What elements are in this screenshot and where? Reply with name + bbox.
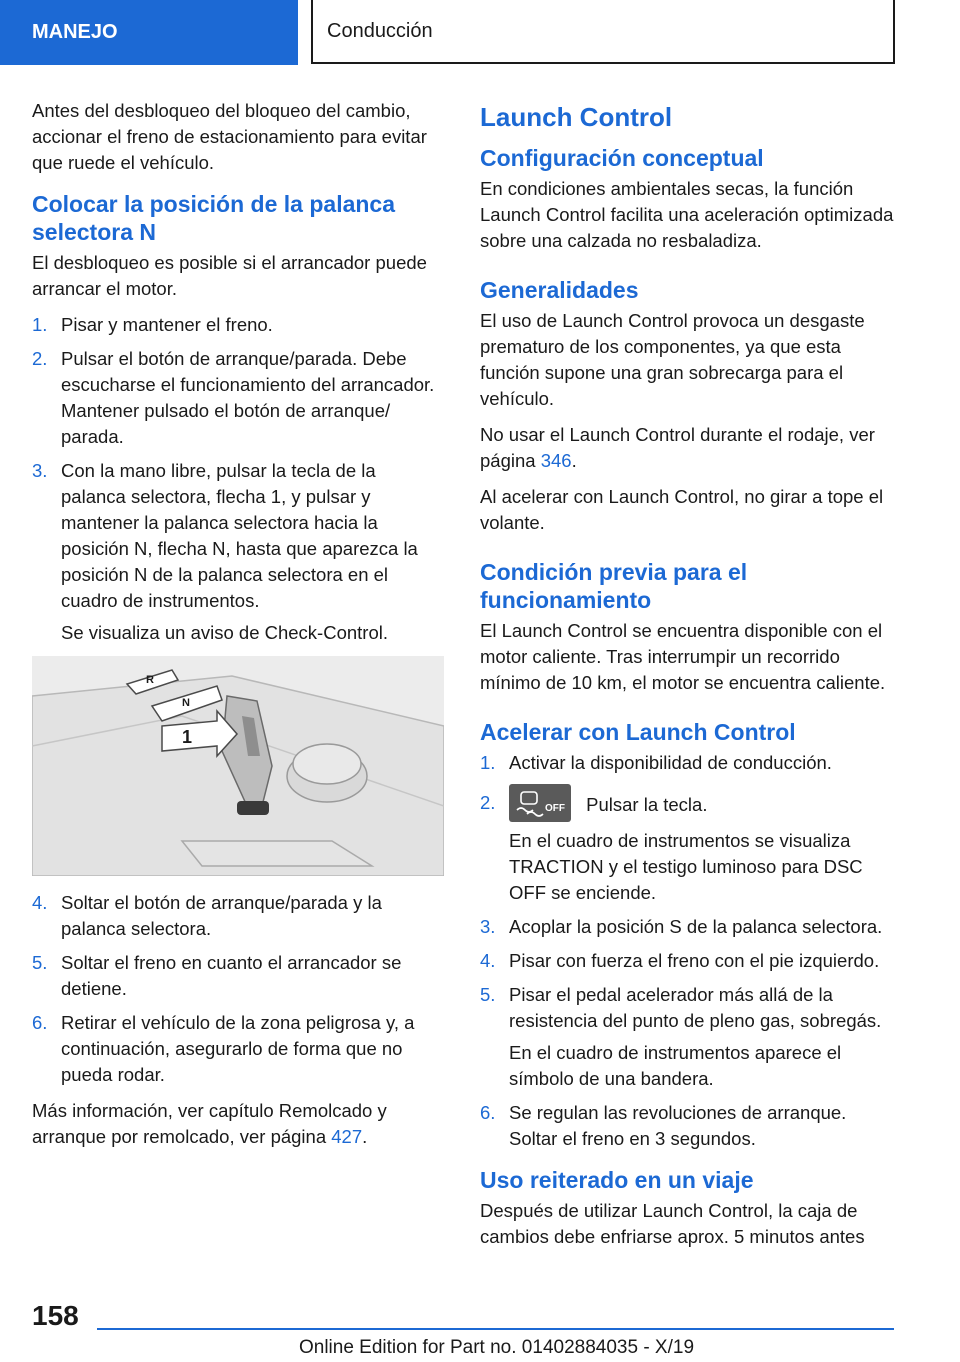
- concept-paragraph: En condiciones ambientales secas, la función Launch Control facilita una aceleración optimizada sobre una calzada no resbaladiza.: [480, 178, 894, 251]
- list-item: [32, 890, 444, 942]
- more-info-text: Más información, ver capítulo Remolcado y arranque por remolcado, ver página: [32, 1100, 387, 1147]
- step-number: 1.: [32, 314, 48, 335]
- footer-edition: Online Edition for Part no. 01402884035 - X/19: [298, 1337, 695, 1358]
- list-item: [480, 750, 896, 776]
- condition-paragraph: El Launch Control se encuentra disponible con el motor caliente. Tras interrumpir un recorrido mínimo de 10 km, el motor se encuentra caliente.: [480, 620, 886, 693]
- heading-condition: Condición previa para el funcionamiento: [480, 559, 748, 613]
- step-number: 3.: [32, 460, 48, 481]
- section-heading-n-position: Colocar la posición de la palanca selectora N: [32, 191, 396, 245]
- list-item: [480, 790, 896, 906]
- step-text: Soltar el freno en cuanto el arrancador se detiene.: [61, 952, 402, 999]
- heading-repeat: Uso reiterado en un viaje: [480, 1167, 754, 1193]
- step-number: 4.: [480, 950, 496, 971]
- step-text: Acoplar la posición S de la palanca selectora.: [509, 916, 883, 937]
- page-number: 158: [32, 1300, 79, 1331]
- general-paragraph-2: [480, 422, 896, 474]
- list-item: [480, 914, 896, 940]
- step-text: Soltar el botón de arranque/parada y la palanca selectora.: [61, 892, 382, 939]
- gear-selector-drawing: [32, 656, 444, 876]
- right-column: [480, 98, 896, 1260]
- step-text: Pulsar el botón de arranque/parada. Debe escucharse el funcionamiento del arrancador. Mantener pulsado el botón de arranque/ parada.: [61, 348, 435, 447]
- step-number: 5.: [480, 984, 496, 1005]
- steps-list-b: [32, 890, 444, 1088]
- step-text: Retirar el vehículo de la zona peligrosa y, a continuación, asegurarlo de forma que no pueda rodar.: [61, 1012, 415, 1085]
- figure-label-n: N: [182, 697, 190, 709]
- heading-concept: Configuración conceptual: [480, 145, 764, 171]
- chapter-header: [311, 0, 895, 64]
- list-item: [32, 458, 444, 646]
- heading-accelerate: Acelerar con Launch Control: [480, 719, 796, 745]
- general-paragraph-3: Al acelerar con Launch Control, no girar a tope el volante.: [480, 486, 884, 533]
- figure-label-1: 1: [182, 727, 193, 747]
- step-number: 4.: [32, 892, 48, 913]
- section-title: MANEJO: [32, 21, 118, 43]
- step-text: Pulsar la tecla.: [586, 793, 708, 815]
- page-link-427[interactable]: 427: [331, 1126, 363, 1147]
- intro-paragraph: Antes del desbloqueo del bloqueo del cambio, accionar el freno de estacionamiento para evitar que ruede el vehículo.: [32, 100, 427, 173]
- chapter-title: Conducción: [327, 19, 433, 42]
- more-info-paragraph: [32, 1098, 444, 1150]
- step-text: Pisar con fuerza el freno con el pie izquierdo.: [509, 950, 880, 971]
- step-number: 6.: [480, 1102, 496, 1123]
- step-text: Pisar el pedal acelerador más allá de la resistencia del punto de pleno gas, sobregás.: [509, 984, 882, 1031]
- list-item: [32, 346, 444, 450]
- list-item: [32, 950, 444, 1002]
- step-note: En el cuadro de instrumentos se visualiza TRACTION y el testigo luminoso para DSC OFF se enciende.: [509, 830, 863, 903]
- footer-divider: [97, 1328, 894, 1330]
- figure-label-r: R: [146, 674, 154, 686]
- gear-selector-illustration: [32, 656, 444, 876]
- repeat-paragraph: Después de utilizar Launch Control, la caja de cambios debe enfriarse aprox. 5 minutos antes: [480, 1200, 865, 1247]
- step-note: Se visualiza un aviso de Check-Control.: [61, 622, 388, 643]
- page-link-346[interactable]: 346: [540, 450, 572, 471]
- steps-list-a: [32, 312, 444, 646]
- step-number: 5.: [32, 952, 48, 973]
- left-column: [32, 98, 444, 1160]
- step-number: 2.: [480, 792, 496, 813]
- list-item: [480, 982, 896, 1092]
- launch-control-title: Launch Control: [480, 102, 673, 132]
- list-item: [480, 1100, 896, 1152]
- general-text: No usar el Launch Control durante el rodaje, ver página: [480, 424, 875, 471]
- accelerate-steps-list: [480, 750, 896, 1152]
- step-text: Se regulan las revoluciones de arranque. Soltar el freno en 3 segundos.: [509, 1102, 847, 1149]
- step-number: 3.: [480, 916, 496, 937]
- list-item: [480, 948, 896, 974]
- step-text: Pisar y mantener el freno.: [61, 314, 273, 335]
- general-suffix: .: [571, 450, 577, 471]
- dsc-off-label: OFF: [545, 803, 565, 814]
- general-paragraph-1: El uso de Launch Control provoca un desgaste prematuro de los componentes, ya que esta función supone una gran sobrecarga para el vehículo.: [480, 310, 865, 409]
- step-text: Con la mano libre, pulsar la tecla de la palanca selectora, flecha 1, y pulsar y mantener la palanca selectora hacia la posición N, flecha N, hasta que aparezca la posición N de la palanca selectora en el cuadro de instrumentos.: [61, 460, 418, 611]
- step-number: 1.: [480, 752, 496, 773]
- list-item: [32, 1010, 444, 1088]
- more-info-suffix: .: [362, 1126, 368, 1147]
- list-item: [32, 312, 444, 338]
- step-number: 2.: [32, 348, 48, 369]
- step-note: En el cuadro de instrumentos aparece el símbolo de una bandera.: [509, 1042, 842, 1089]
- section-tab: [0, 0, 298, 65]
- heading-intro: El desbloqueo es posible si el arrancador puede arrancar el motor.: [32, 252, 427, 299]
- step-text: Activar la disponibilidad de conducción.: [509, 752, 832, 773]
- step-number: 6.: [32, 1012, 48, 1033]
- dsc-off-button-icon: [509, 784, 571, 822]
- heading-general: Generalidades: [480, 277, 639, 303]
